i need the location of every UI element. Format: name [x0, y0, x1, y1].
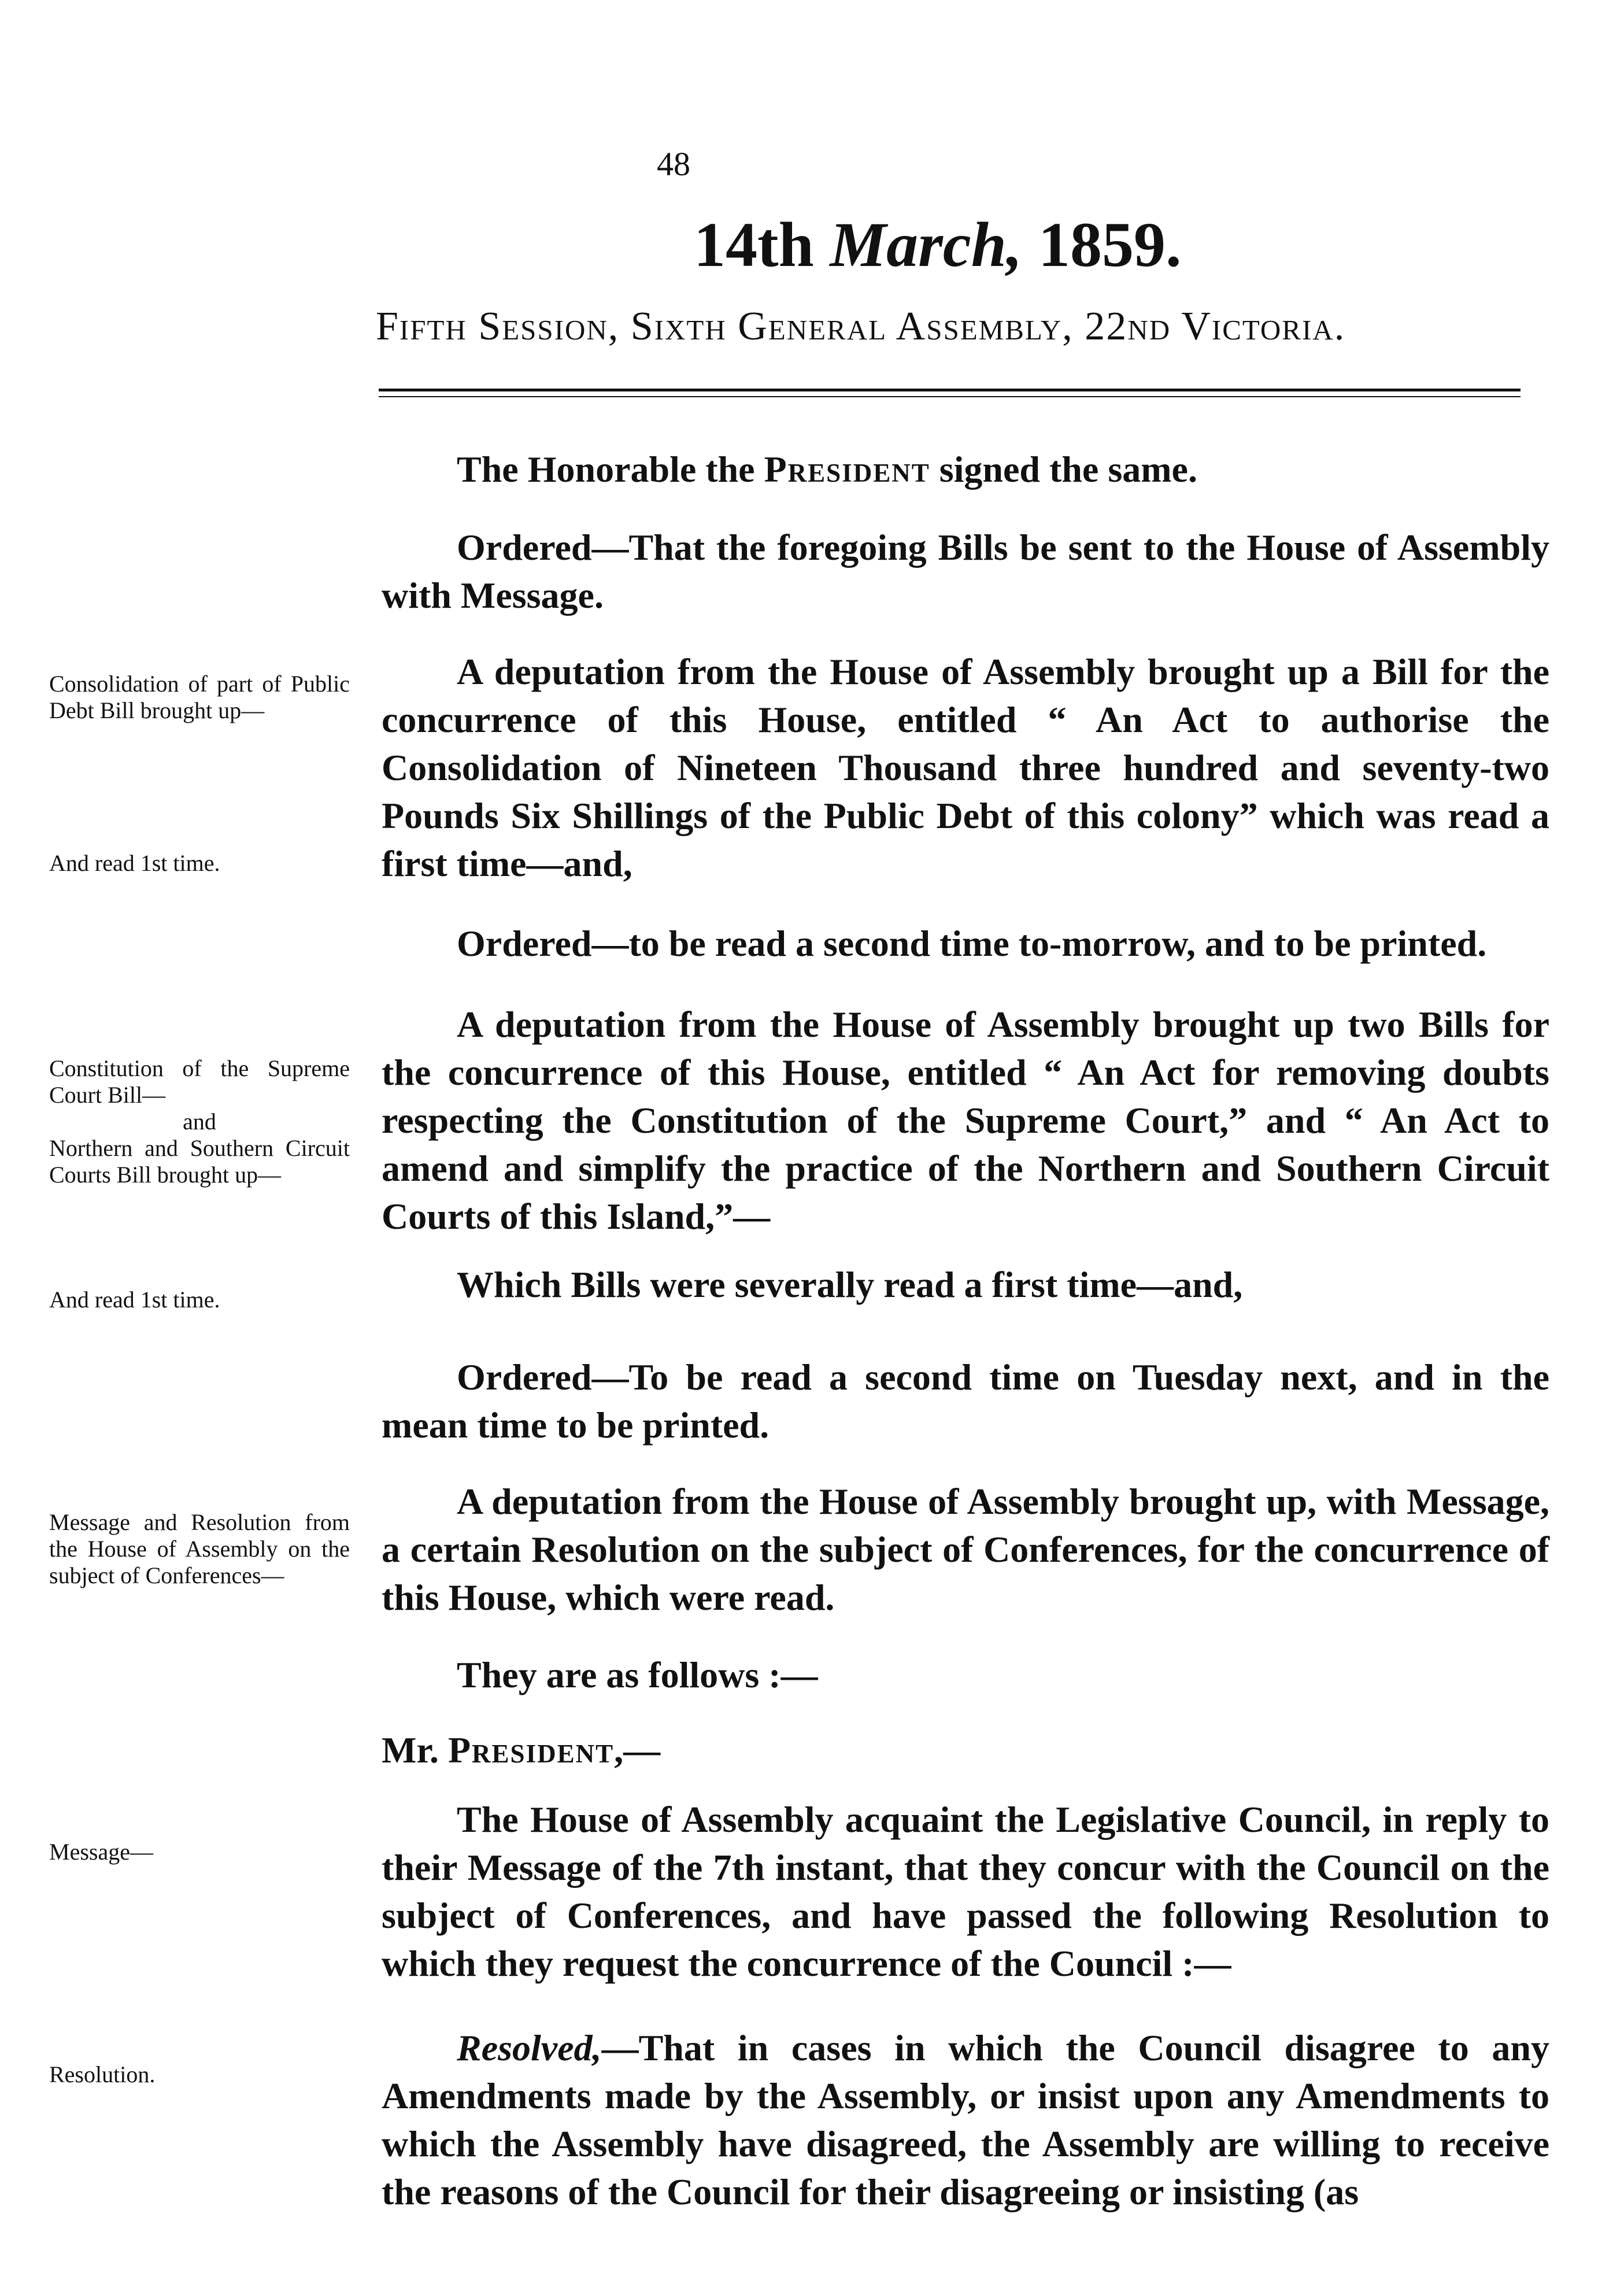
margin-note-message-resolution: Message and Resolution from the House of Assembly on the subject of Conferences—: [49, 1509, 350, 1588]
paragraph-president-signed: [382, 445, 1549, 493]
margin-note-constitution: [49, 1055, 350, 1188]
president-smallcaps: President: [764, 449, 930, 490]
paragraph-consolidation-bill: A deputation from the House of Assembly brought up a Bill for the concurrence of this House, entitled “ An Act to authorise the Consolidation of Nineteen Thousand three hundred and seventy-two Pounds Six Shillings of the Public Debt of this colony” which was read a first time—and,: [382, 651, 1549, 884]
margin-note-and: and: [183, 1108, 216, 1134]
date-day: 14th: [694, 209, 814, 280]
paragraph-two-bills: A deputation from the House of Assembly brought up two Bills for the concurrence of this House, entitled “ An Act for removing doubts respecting the Constitution of the Supreme Court,” and “ An Act to amend and simplify the practice of the Northern and Southern Circuit Courts of this Island,”—: [382, 1004, 1549, 1237]
margin-note-text: Northern and Southern Circuit Courts Bill brought up—: [49, 1135, 350, 1188]
header-rule-thin: [379, 396, 1521, 397]
margin-note-resolution: Resolution.: [49, 2061, 156, 2087]
paragraph-resolved: [382, 2024, 1549, 2216]
paragraph-text: Mr.: [382, 1729, 448, 1771]
page-title-date: [694, 208, 1214, 282]
date-month: March,: [830, 209, 1023, 280]
paragraph-resolution-conferences: A deputation from the House of Assembly brought up, with Message, a certain Resolution on the subject of Conferences, for the concurrence of this House, which were read.: [382, 1481, 1549, 1618]
margin-note-text: Constitution of the Supreme Court Bill—: [49, 1055, 350, 1108]
paragraph-bills-read: Which Bills were severally read a first time—and,: [457, 1264, 1243, 1305]
paragraph-ordered-tuesday: Ordered—To be read a second time on Tuesday next, and in the mean time to be printed.: [382, 1357, 1549, 1446]
resolved-italic: Resolved,: [457, 2027, 602, 2068]
session-header: Fifth Session, Sixth General Assembly, 22nd Victoria.: [376, 304, 1346, 349]
paragraph-house-acquaint: The House of Assembly acquaint the Legislative Council, in reply to their Message of the 7th instant, that they concur with the Council on the subject of Conferences, and have passed the following Resolution to which they request the concurrence of the Council :—: [382, 1799, 1549, 1984]
paragraph-mr-president: [382, 1726, 1549, 1774]
president-smallcaps: President: [447, 1729, 615, 1771]
date-year: 1859.: [1038, 209, 1182, 280]
margin-note-consolidation: Consolidation of part of Public Debt Bill brought up—: [49, 671, 350, 723]
paragraph-ordered-sent: Ordered—That the foregoing Bills be sent to the House of Assembly with Message.: [382, 527, 1549, 616]
paragraph-text: signed the same.: [930, 449, 1197, 490]
margin-note-read-first: And read 1st time.: [49, 850, 220, 876]
margin-note-message: Message—: [49, 1839, 153, 1865]
paragraph-as-follows: They are as follows :—: [457, 1654, 818, 1695]
paragraph-text: The Honorable the: [457, 449, 764, 490]
margin-note-read-first-2: And read 1st time.: [49, 1287, 220, 1313]
page-number: 48: [657, 145, 690, 183]
paragraph-text: —That in cases in which the Council disagree to any Amendments made by the Assembly, or insist upon any Amendments to which the Assembly have disagreed, the Assembly are willing to receive the reasons of the Council for their disagreeing or insisting (as: [382, 2027, 1549, 2212]
paragraph-ordered-second-reading: Ordered—to be read a second time to-morrow, and to be printed.: [457, 923, 1487, 964]
paragraph-text: ,—: [614, 1729, 661, 1771]
header-rule-thick: [379, 389, 1521, 391]
